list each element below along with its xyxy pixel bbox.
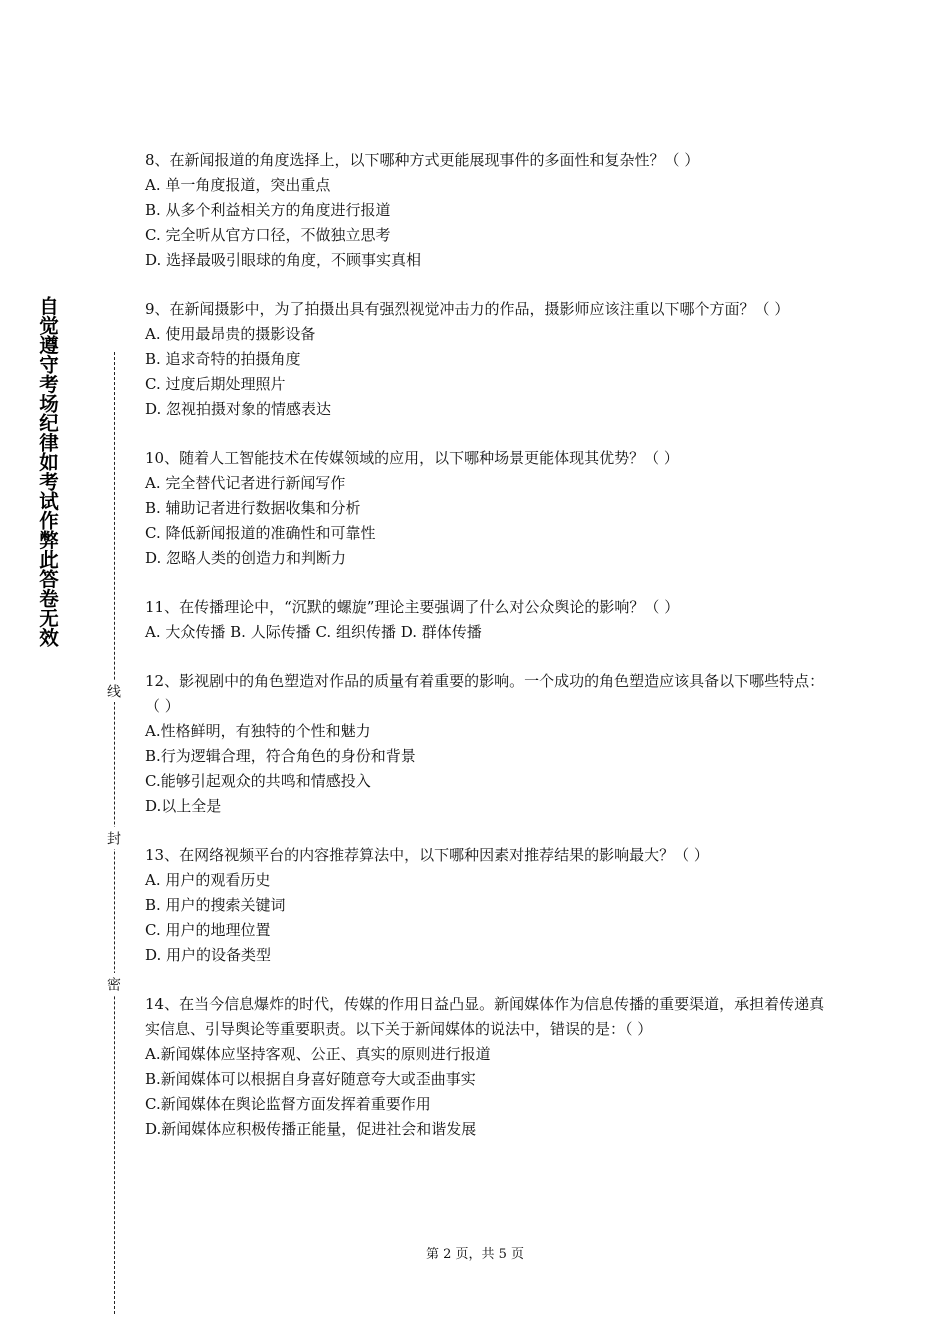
question-13 [145,843,825,968]
question-stem: 9、在新闻摄影中，为了拍摄出具有强烈视觉冲击力的作品，摄影师应该注重以下哪个方面？（ ） [145,300,790,318]
option-b: B. 从多个利益相关方的角度进行报道 [145,201,391,219]
option-d: D.新闻媒体应积极传播正能量，促进社会和谐发展 [145,1120,477,1138]
question-11 [145,595,825,645]
question-stem: 13、在网络视频平台的内容推荐算法中，以下哪种因素对推荐结果的影响最大？（ ） [145,846,709,864]
question-stem: 14、在当今信息爆炸的时代，传媒的作用日益凸显。新闻媒体作为信息传播的重要渠道，承担着传递真实信息、引导舆论等重要职责。以下关于新闻媒体的说法中，错误的是：（ ） [145,995,825,1038]
option-b: B. 用户的搜索关键词 [145,896,286,914]
option-c: C. 过度后期处理照片 [145,375,286,393]
option-a: A. 单一角度报道，突出重点 [145,176,331,194]
option-c: C. 降低新闻报道的准确性和可靠性 [145,524,376,542]
option-c: C.能够引起观众的共鸣和情感投入 [145,772,371,790]
question-stem: 11、在传播理论中，“沉默的螺旋”理论主要强调了什么对公众舆论的影响？（ ） [145,598,680,616]
binding-mark-secret: 密 [104,973,124,995]
question-8 [145,148,825,273]
question-10 [145,446,825,571]
option-row: A. 大众传播 B. 人际传播 C. 组织传播 D. 群体传播 [145,623,482,641]
option-b: B.新闻媒体可以根据自身喜好随意夸大或歪曲事实 [145,1070,476,1088]
question-stem: 8、在新闻报道的角度选择上，以下哪种方式更能展现事件的多面性和复杂性？（ ） [145,151,700,169]
option-c: C.新闻媒体在舆论监督方面发挥着重要作用 [145,1095,431,1113]
option-a: A. 用户的观看历史 [145,871,271,889]
question-stem: 12、影视剧中的角色塑造对作品的质量有着重要的影响。一个成功的角色塑造应该具备以下哪些特点：（ ） [145,672,825,715]
option-b: B.行为逻辑合理，符合角色的身份和背景 [145,747,416,765]
page-number: 第 2 页，共 5 页 [425,1247,525,1262]
question-stem: 10、随着人工智能技术在传媒领域的应用，以下哪种场景更能体现其优势？（ ） [145,449,679,467]
option-d: D.以上全是 [145,797,222,815]
question-list [145,148,825,1166]
question-9 [145,297,825,422]
option-a: A.新闻媒体应坚持客观、公正、真实的原则进行报道 [145,1045,491,1063]
binding-mark-seal: 封 [104,827,124,849]
option-a: A.性格鲜明，有独特的个性和魅力 [145,722,371,740]
option-a: A. 完全替代记者进行新闻写作 [145,474,346,492]
question-14 [145,992,825,1142]
option-b: B. 辅助记者进行数据收集和分析 [145,499,361,517]
binding-mark-line: 线 [104,680,124,702]
option-d: D. 忽略人类的创造力和判断力 [145,549,347,567]
option-c: C. 用户的地理位置 [145,921,271,939]
option-d: D. 忽视拍摄对象的情感表达 [145,400,332,418]
option-d: D. 选择最吸引眼球的角度，不顾事实真相 [145,251,422,269]
exam-discipline-warning: 自觉遵守考场纪律如考试作弊此答卷无效 [36,296,59,647]
option-a: A. 使用最昂贵的摄影设备 [145,325,316,343]
option-b: B. 追求奇特的拍摄角度 [145,350,301,368]
option-d: D. 用户的设备类型 [145,946,272,964]
question-12 [145,669,825,819]
option-c: C. 完全听从官方口径，不做独立思考 [145,226,391,244]
